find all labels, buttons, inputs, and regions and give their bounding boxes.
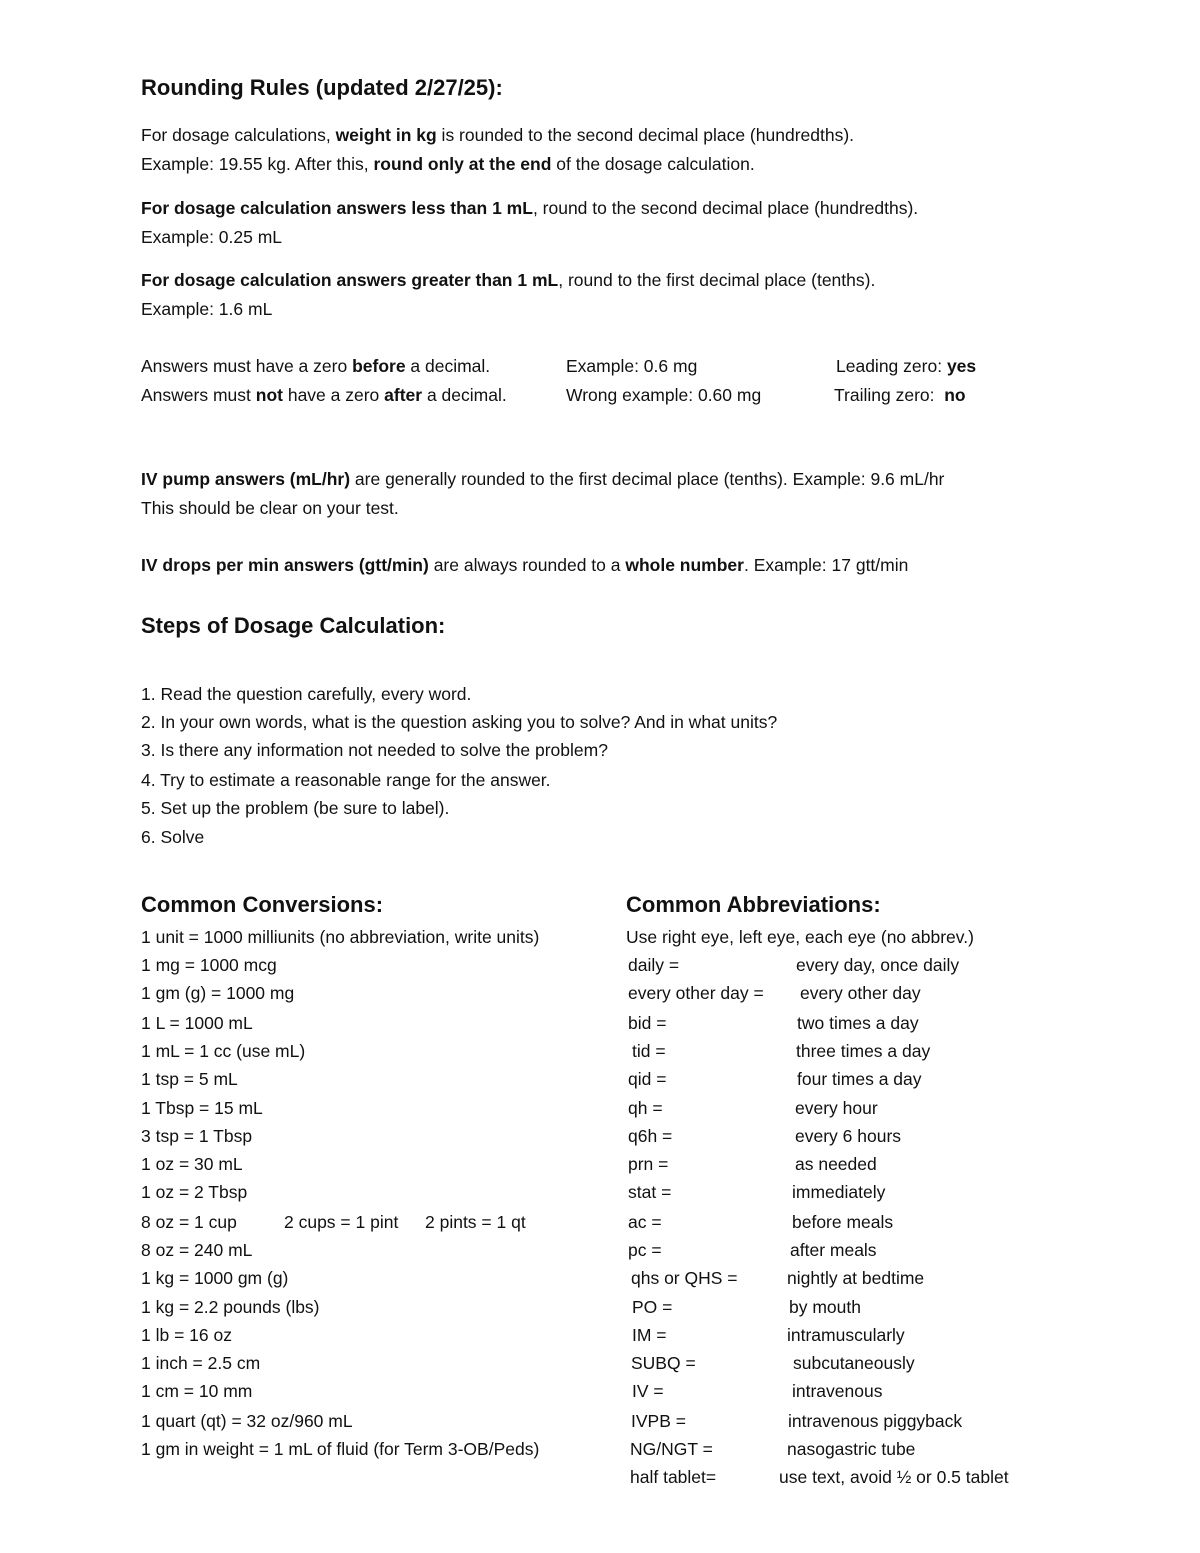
iv-pump-rule: IV pump answers (mL/hr) are generally rounded to the first decimal place (tenths). Example: 9.6 mL/hr	[141, 469, 945, 489]
abbreviation-term: half tablet=	[630, 1467, 717, 1487]
rounding-rule-greater-than-1ml: For dosage calculation answers greater than 1 mL, round to the first decimal place (tenths).	[141, 270, 876, 290]
abbreviation-meaning: intramuscularly	[787, 1325, 905, 1345]
abbreviation-meaning: before meals	[792, 1212, 894, 1232]
abbreviation-meaning: by mouth	[789, 1297, 861, 1317]
conversion-item: 1 lb = 16 oz	[141, 1325, 232, 1345]
conversion-item: 1 gm (g) = 1000 mg	[141, 983, 295, 1003]
conversion-item: 8 oz = 1 cup	[141, 1212, 237, 1232]
rounding-rules-title: Rounding Rules (updated 2/27/25):	[141, 75, 503, 100]
conversion-item: 1 unit = 1000 milliunits (no abbreviation, write units)	[141, 927, 540, 947]
leading-zero-example: Example: 0.6 mg	[566, 356, 698, 376]
step-item: 4. Try to estimate a reasonable range for the answer.	[141, 770, 551, 790]
abbreviation-term: qh =	[628, 1098, 663, 1118]
abbreviation-meaning: subcutaneously	[793, 1353, 915, 1373]
abbreviation-meaning: every hour	[795, 1098, 878, 1118]
abbreviations-title: Common Abbreviations:	[626, 892, 881, 917]
conversion-cups-pint: 2 cups = 1 pint	[284, 1212, 399, 1232]
rounding-rule-greater-than-1ml-example: Example: 1.6 mL	[141, 299, 273, 319]
step-item: 5. Set up the problem (be sure to label).	[141, 798, 450, 818]
leading-zero-label: Leading zero: yes	[836, 356, 977, 376]
abbreviation-term: daily =	[628, 955, 680, 975]
steps-title: Steps of Dosage Calculation:	[141, 613, 446, 638]
abbreviation-term: pc =	[628, 1240, 662, 1260]
trailing-zero-label: Trailing zero: no	[834, 385, 966, 405]
abbreviation-meaning: every 6 hours	[795, 1126, 902, 1146]
leading-zero-rule: Answers must have a zero before a decimal.	[141, 356, 491, 376]
abbreviation-meaning: every day, once daily	[796, 955, 960, 975]
conversion-item: 1 gm in weight = 1 mL of fluid (for Term 3-OB/Peds)	[141, 1439, 540, 1459]
abbreviation-note: Use right eye, left eye, each eye (no abbrev.)	[626, 927, 974, 947]
conversion-item: 1 oz = 2 Tbsp	[141, 1182, 248, 1202]
abbreviation-term: PO =	[632, 1297, 673, 1317]
abbreviation-term: SUBQ =	[631, 1353, 696, 1373]
abbreviation-term: stat =	[628, 1182, 672, 1202]
rounding-rule-less-than-1ml-example: Example: 0.25 mL	[141, 227, 283, 247]
conversion-item: 1 mg = 1000 mcg	[141, 955, 277, 975]
abbreviation-term: IM =	[632, 1325, 667, 1345]
abbreviation-meaning: use text, avoid ½ or 0.5 tablet	[779, 1467, 1009, 1487]
abbreviation-meaning: intravenous piggyback	[788, 1411, 963, 1431]
trailing-zero-example: Wrong example: 0.60 mg	[566, 385, 762, 405]
abbreviation-meaning: every other day	[800, 983, 921, 1003]
conversions-title: Common Conversions:	[141, 892, 384, 917]
abbreviation-term: IVPB =	[631, 1411, 686, 1431]
conversion-item: 1 quart (qt) = 32 oz/960 mL	[141, 1411, 353, 1431]
abbreviation-meaning: three times a day	[796, 1041, 931, 1061]
abbreviation-term: bid =	[628, 1013, 667, 1033]
abbreviation-meaning: intravenous	[792, 1381, 883, 1401]
abbreviation-term: IV =	[632, 1381, 664, 1401]
conversion-item: 1 kg = 1000 gm (g)	[141, 1268, 289, 1288]
conversion-item: 1 inch = 2.5 cm	[141, 1353, 261, 1373]
abbreviation-term: q6h =	[628, 1126, 673, 1146]
conversion-item: 1 L = 1000 mL	[141, 1013, 253, 1033]
conversion-item: 1 cm = 10 mm	[141, 1381, 253, 1401]
conversion-item: 1 kg = 2.2 pounds (lbs)	[141, 1297, 320, 1317]
conversion-item: 1 mL = 1 cc (use mL)	[141, 1041, 306, 1061]
trailing-zero-rule: Answers must not have a zero after a decimal.	[141, 385, 507, 405]
step-item: 6. Solve	[141, 827, 205, 847]
abbreviation-term: qhs or QHS =	[631, 1268, 738, 1288]
abbreviation-term: tid =	[632, 1041, 666, 1061]
step-item: 1. Read the question carefully, every word.	[141, 684, 472, 704]
abbreviation-term: ac =	[628, 1212, 662, 1232]
conversion-pints-quart: 2 pints = 1 qt	[425, 1212, 526, 1232]
abbreviation-meaning: after meals	[790, 1240, 877, 1260]
conversion-item: 1 Tbsp = 15 mL	[141, 1098, 263, 1118]
abbreviation-meaning: as needed	[795, 1154, 877, 1174]
abbreviation-meaning: nightly at bedtime	[787, 1268, 925, 1288]
iv-pump-note: This should be clear on your test.	[141, 498, 399, 518]
abbreviation-meaning: two times a day	[797, 1013, 919, 1033]
abbreviation-meaning: four times a day	[797, 1069, 922, 1089]
abbreviation-term: qid =	[628, 1069, 667, 1089]
iv-drops-rule: IV drops per min answers (gtt/min) are always rounded to a whole number. Example: 17 gtt/min	[141, 555, 909, 575]
abbreviation-meaning: immediately	[792, 1182, 886, 1202]
conversion-item: 1 oz = 30 mL	[141, 1154, 243, 1174]
rounding-rule-weight-example: Example: 19.55 kg. After this, round only at the end of the dosage calculation.	[141, 154, 755, 174]
rounding-rule-less-than-1ml: For dosage calculation answers less than 1 mL, round to the second decimal place (hundredths).	[141, 198, 919, 218]
abbreviation-meaning: nasogastric tube	[787, 1439, 916, 1459]
abbreviation-term: NG/NGT =	[630, 1439, 713, 1459]
step-item: 3. Is there any information not needed to solve the problem?	[141, 740, 608, 760]
step-item: 2. In your own words, what is the question asking you to solve? And in what units?	[141, 712, 778, 732]
conversion-item: 8 oz = 240 mL	[141, 1240, 253, 1260]
rounding-rule-weight: For dosage calculations, weight in kg is rounded to the second decimal place (hundredths).	[141, 125, 855, 145]
conversion-item: 3 tsp = 1 Tbsp	[141, 1126, 253, 1146]
conversion-item: 1 tsp = 5 mL	[141, 1069, 238, 1089]
abbreviation-term: prn =	[628, 1154, 669, 1174]
abbreviation-term: every other day =	[628, 983, 764, 1003]
